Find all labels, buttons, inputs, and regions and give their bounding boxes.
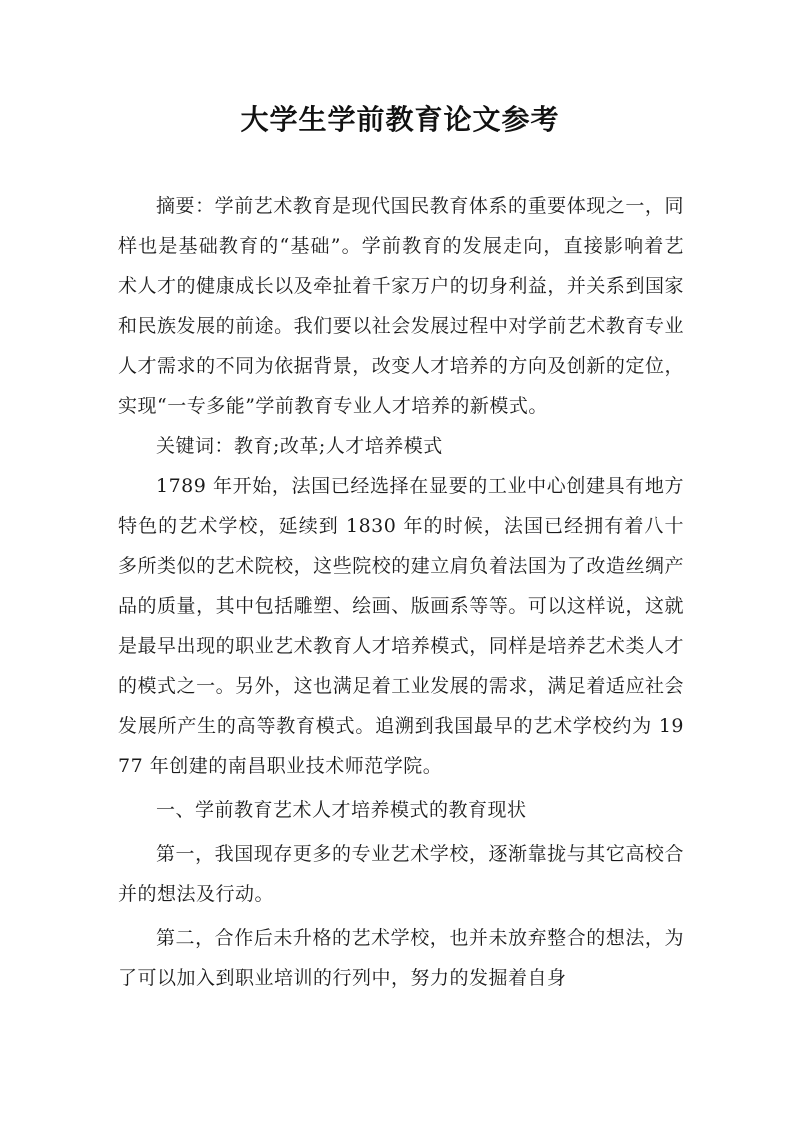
history-paragraph: 1789 年开始，法国已经选择在显要的工业中心创建具有地方特色的艺术学校，延续到 1830 年的时候，法国已经拥有着八十多所类似的艺术院校，这些院校的建立肩负着法国为了改造丝绸产品的质量，其中包括雕塑、绘画、版画系等等。可以这样说，这就是最早出现的职业艺术教育人才培养模式，同样是培养艺术类人才的模式之一。另外，这也满足着工业发展的需求，满足着适应社会发展所产生的高等教育模式。追溯到我国最早的艺术学校约为 1977 年创建的南昌职业技术师范学院。 [118, 475, 684, 777]
document-title: 大学生学前教育论文参考 [240, 103, 560, 136]
abstract-paragraph: 摘要：学前艺术教育是现代国民教育体系的重要体现之一，同样也是基础教育的“基础”。学前教育的发展走向，直接影响着艺术人才的健康成长以及牵扯着千家万户的切身利益，并关系到国家和民族发展的前途。我们要以社会发展过程中对学前艺术教育专业人才需求的不同为依据背景，改变人才培养的方向及创新的定位，实现“一专多能”学前教育专业人才培养的新模式。 [118, 195, 684, 417]
keywords-paragraph: 关键词：教育;改革;人才培养模式 [156, 435, 443, 457]
section-heading: 一、学前教育艺术人才培养模式的教育现状 [156, 799, 527, 821]
point-one-paragraph: 第一，我国现存更多的专业艺术学校，逐渐靠拢与其它高校合并的想法及行动。 [118, 843, 684, 905]
point-two-paragraph: 第二，合作后未升格的艺术学校，也并未放弃整合的想法，为了可以加入到职业培训的行列中，努力的发掘着自身 [118, 927, 684, 989]
document-body [118, 186, 684, 998]
